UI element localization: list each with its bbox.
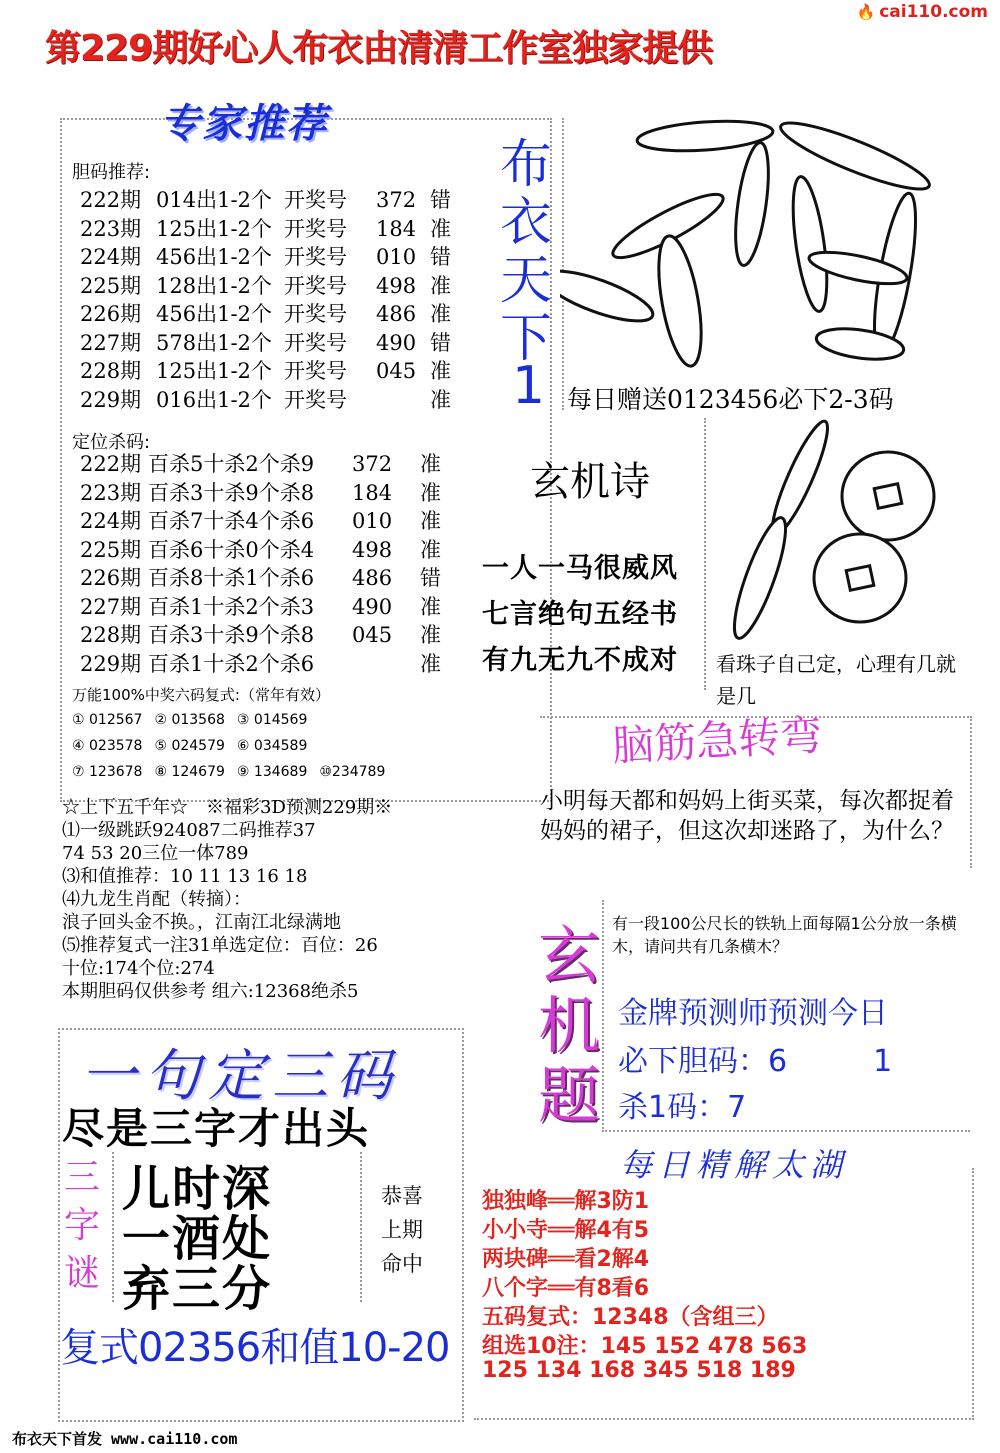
gold-dan-label: 必下胆码：6 <box>618 1044 788 1079</box>
combo-item: ⑧ 124679 <box>154 764 225 780</box>
kill-issue: 222期 <box>80 452 142 476</box>
dan-label: 胆码推荐: <box>72 162 151 183</box>
kill-label: 定位杀码: <box>72 432 151 453</box>
combo-item: ⑤ 024579 <box>154 738 225 754</box>
congrats-1: 恭喜 <box>381 1184 423 1208</box>
kill-verdict: 错 <box>420 566 441 590</box>
site-logo[interactable] <box>857 2 988 22</box>
dan-result: 486 <box>376 302 417 326</box>
combo-item: ③ 014569 <box>236 712 308 728</box>
coin-1-hole <box>874 484 902 509</box>
buyi-char-1: 布 <box>500 135 553 195</box>
dan-label: 开奖号 <box>284 188 347 212</box>
dan-verdict: 准 <box>430 387 451 412</box>
dan-label: 开奖号 <box>284 387 347 412</box>
kill-pick: 百杀6十杀0个杀4 <box>148 537 315 562</box>
kill-issue: 228期 <box>80 623 142 647</box>
combo-label: 万能100%中奖六码复式:（常年有效） <box>72 686 330 704</box>
dan-issue: 224期 <box>80 245 142 269</box>
poem-line-1: 一人一马很威风 <box>482 553 678 584</box>
footer-text[interactable]: 布衣天下首发 www.cai110.com <box>12 1430 238 1448</box>
three-char-label-3: 谜 <box>64 1253 101 1294</box>
kill-pick: 百杀1十杀2个杀6 <box>148 651 315 676</box>
xuanji-char-3: 题 <box>538 1059 601 1132</box>
phrase-main: 尽是三字才出头 <box>62 1104 371 1153</box>
taihu-title: 每日精解太湖 <box>620 1146 849 1184</box>
xuanji-char-2: 机 <box>538 989 601 1062</box>
kill-verdict: 准 <box>420 452 441 476</box>
stick-3-bottom <box>560 261 658 331</box>
dan-pick: 128出1-2个 <box>156 273 272 298</box>
dan-pick: 456出1-2个 <box>156 302 272 326</box>
buyi-char-5: 1 <box>512 356 546 416</box>
page-title: 第229期好心人布衣由清清工作室独家提供 <box>45 28 713 69</box>
kill-verdict: 准 <box>420 623 441 647</box>
dan-issue: 223期 <box>80 216 142 241</box>
congrats-3: 命中 <box>381 1252 423 1276</box>
combo-item: ⑨ 134689 <box>236 764 308 780</box>
taihu-line-3: 两块碑══看2解4 <box>482 1247 650 1272</box>
expert-title: 专家推荐 <box>160 101 328 147</box>
buyi-char-2: 衣 <box>500 193 553 253</box>
riddle-divider-right <box>360 1152 364 1302</box>
kill-pick: 百杀5十杀2个杀9 <box>148 452 315 476</box>
combo-item: ② 013568 <box>154 712 225 728</box>
kill-verdict: 准 <box>420 480 441 505</box>
dan-verdict: 错 <box>430 188 451 212</box>
dan-result: 184 <box>376 216 417 241</box>
dan-verdict: 错 <box>430 330 451 355</box>
bead-hint: 看珠子自己定，心理有几就是几 <box>716 652 956 708</box>
kill-issue: 223期 <box>80 480 142 505</box>
kill-issue: 227期 <box>80 594 142 619</box>
dan-result: 045 <box>376 359 417 383</box>
congrats-2: 上期 <box>381 1218 423 1242</box>
fire-icon: 🔥 <box>856 3 876 21</box>
three-char-label-2: 字 <box>64 1205 101 1246</box>
brain-teaser-title: 脑筋急转弯 <box>610 710 824 771</box>
daily-gift: 每日赠送0123456必下2-3码 <box>567 385 894 414</box>
one-phrase-title: 一句定三码 <box>80 1044 400 1109</box>
riddle-divider <box>112 1152 116 1302</box>
combo-row <box>72 712 319 728</box>
dan-label: 开奖号 <box>284 330 347 355</box>
combo-item: ① 012567 <box>72 712 143 728</box>
note-line: ⑸推荐复式一注31单选定位：百位：26 <box>62 935 378 956</box>
riddle-line-2: 一酒处 <box>122 1211 273 1267</box>
kill-verdict: 准 <box>420 651 441 676</box>
combo-row <box>72 764 397 780</box>
three-char-label-1: 三 <box>64 1157 101 1198</box>
dan-result: 498 <box>376 273 417 298</box>
note-line: ☆上下五千年☆ ※福彩3D预测229期※ <box>62 797 393 818</box>
dan-verdict: 准 <box>430 302 451 326</box>
riddle-line-3: 弃三分 <box>122 1261 273 1317</box>
kill-result: 372 <box>352 452 393 476</box>
combo-item: ⑦ 123678 <box>72 764 143 780</box>
kill-result: 184 <box>352 480 393 505</box>
bead-stick-2 <box>725 513 795 643</box>
note-line: 本期胆码仅供参考 组六:12368绝杀5 <box>62 981 359 1002</box>
kill-verdict: 准 <box>420 509 441 533</box>
note-line: 74 53 20三位一体789 <box>62 843 249 864</box>
combo-item: ⑥ 034589 <box>236 738 308 754</box>
brain-teaser-question: 小明每天都和妈妈上街买菜，每次都捉着妈妈的裙子，但这次却迷路了，为什么？ <box>540 788 954 844</box>
dan-label: 开奖号 <box>284 245 347 269</box>
rail-question: 有一段100公尺长的铁轨上面每隔1公分放一条横木，请问共有几条横木？ <box>612 914 957 956</box>
gold-title: 金牌预测师预测今日 <box>618 996 888 1031</box>
kill-pick: 百杀3十杀9个杀8 <box>148 623 315 647</box>
dan-pick: 125出1-2个 <box>156 216 272 241</box>
gold-kill: 杀1码：7 <box>618 1090 747 1125</box>
kill-verdict: 准 <box>420 594 441 619</box>
stick-3-upper <box>730 141 775 268</box>
beads-picture <box>720 418 960 648</box>
dan-verdict: 准 <box>430 273 451 298</box>
poem-line-3: 有九无九不成对 <box>482 645 678 676</box>
note-line: ⑷九龙生肖配（转摘）： <box>62 889 251 910</box>
kill-result: 010 <box>352 509 393 533</box>
fushi-combo: 复式02356和值10-20 <box>60 1325 450 1371</box>
dan-issue: 229期 <box>80 387 142 412</box>
poem-line-2: 七言绝句五经书 <box>482 599 678 630</box>
kill-result: 045 <box>352 623 393 647</box>
dan-label: 开奖号 <box>284 302 347 326</box>
kill-pick: 百杀3十杀9个杀8 <box>148 480 315 505</box>
note-line: ⑴一级跳跃924087二码推荐37 <box>62 820 316 841</box>
dan-issue: 225期 <box>80 273 142 298</box>
dan-issue: 227期 <box>80 330 142 355</box>
dan-label: 开奖号 <box>284 359 347 383</box>
dan-result: 490 <box>376 330 417 355</box>
dan-issue: 222期 <box>80 188 142 212</box>
note-line: ⑶和值推荐：10 11 13 16 18 <box>62 866 308 887</box>
dan-result: 372 <box>376 188 417 212</box>
dan-pick: 578出1-2个 <box>156 330 272 355</box>
dan-verdict: 错 <box>430 245 451 269</box>
kill-pick: 百杀7十杀4个杀6 <box>148 509 315 533</box>
dan-label: 开奖号 <box>284 273 347 298</box>
combo-item: ⑩234789 <box>319 764 386 780</box>
stick-number-39 <box>560 96 950 376</box>
xuanji-char-1: 玄 <box>538 919 601 992</box>
kill-result: 490 <box>352 594 393 619</box>
coin-2-hole <box>846 566 874 591</box>
combo-item: ④ 023578 <box>72 738 143 754</box>
kill-result: 486 <box>352 566 393 590</box>
taihu-line-7: 125 134 168 345 518 189 <box>482 1358 796 1383</box>
combo-row <box>72 738 319 754</box>
stick-9-left <box>787 175 834 314</box>
kill-pick: 百杀8十杀1个杀6 <box>148 566 315 590</box>
site-logo-text: cai110.com <box>879 2 988 22</box>
gold-dan <box>618 1036 892 1080</box>
buyi-char-4: 下 <box>500 309 553 369</box>
kill-result: 498 <box>352 537 393 562</box>
dan-issue: 226期 <box>80 302 142 326</box>
dan-verdict: 准 <box>430 359 451 383</box>
dan-pick: 456出1-2个 <box>156 245 272 269</box>
riddle-line-1: 儿时深 <box>122 1161 273 1217</box>
kill-issue: 226期 <box>80 566 142 590</box>
note-line: 浪子回头金不换。，江南江北绿满地 <box>62 912 341 933</box>
stick-3-lower <box>651 233 709 369</box>
taihu-line-2: 小小寺══解4有5 <box>482 1218 650 1243</box>
taihu-line-5: 五码复式：12348（含组三） <box>482 1305 779 1330</box>
kill-pick: 百杀1十杀2个杀3 <box>148 594 315 619</box>
buyi-char-3: 天 <box>500 251 553 311</box>
dan-result: 010 <box>376 245 417 269</box>
kill-issue: 229期 <box>80 651 142 676</box>
dan-label: 开奖号 <box>284 216 347 241</box>
kill-issue: 225期 <box>80 537 142 562</box>
dan-pick: 125出1-2个 <box>156 359 272 383</box>
dan-verdict: 准 <box>430 216 451 241</box>
kill-issue: 224期 <box>80 509 142 533</box>
dan-issue: 228期 <box>80 359 142 383</box>
note-line: 十位:174个位:274 <box>62 958 215 979</box>
taihu-line-1: 独独峰══解3防1 <box>482 1189 650 1214</box>
gold-dan-second: 1 <box>873 1044 893 1079</box>
taihu-line-6: 组选10注：145 152 478 563 <box>482 1334 808 1359</box>
dan-pick: 016出1-2个 <box>156 387 272 412</box>
mystic-poem-title: 玄机诗 <box>530 459 650 505</box>
taihu-line-4: 八个字══有8看6 <box>482 1276 650 1301</box>
dan-pick: 014出1-2个 <box>156 188 272 212</box>
kill-verdict: 准 <box>420 537 441 562</box>
